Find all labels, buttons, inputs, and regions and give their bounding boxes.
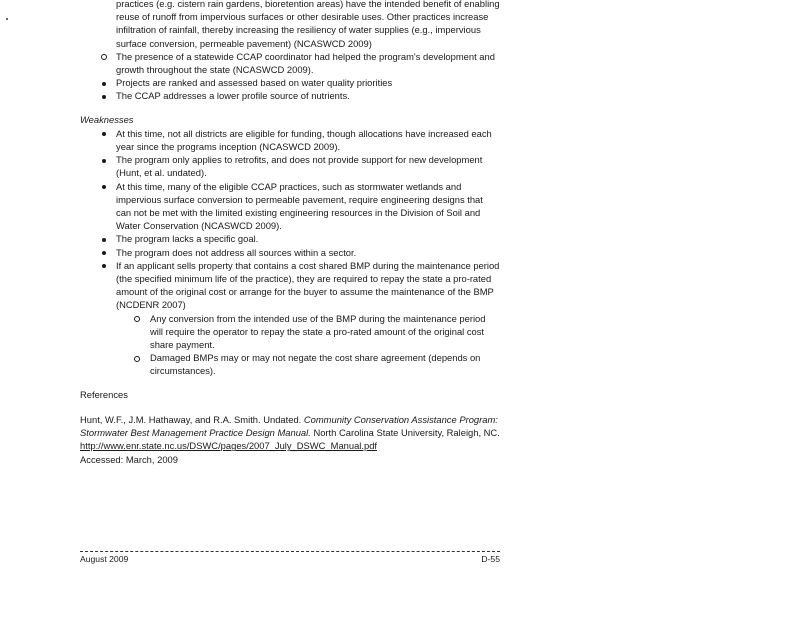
weakness-item	[80, 232, 500, 245]
weakness-item-text: If an applicant sells property that contains a cost shared BMP during the maintenance period (the specified minimum life of the practice), they are required to repay the state a pro-rated amount of the original cost or arrange for the buyer to assume the maintenance of the BMP (NCDENR 2007)	[116, 259, 500, 311]
reference-publisher: North Carolina State University, Raleigh, NC.	[313, 427, 500, 439]
list-item-text: Projects are ranked and assessed based on water quality priorities	[116, 77, 393, 89]
weakness-sub-item-text: Any conversion from the intended use of the BMP during the maintenance period will require the operator to repay the state a pro-rated amount of the original cost share payment.	[150, 312, 486, 351]
continued-item-text: practices (e.g. cistern rain gardens, bioretention areas) have the intended benefit of enabling reuse of runoff from impervious surfaces or other desirable uses. Other practices increase infiltration of rainfall, thereby increasing the resiliency of water supplies (e.g., impervious surface conversion, permeable pavement) (NCASWCD 2009)	[116, 0, 500, 49]
bullet-icon	[99, 180, 109, 193]
list-item-text: The presence of a statewide CCAP coordinator had helped the program's development and growth throughout the state (NCASWCD 2009).	[116, 50, 495, 76]
hollow-bullet-icon	[132, 312, 142, 325]
weakness-item-text: The program only applies to retrofits, and does not provide support for new development (Hunt, et al. undated).	[116, 154, 483, 179]
list-item	[80, 89, 500, 102]
weakness-item	[80, 153, 500, 179]
footer-divider	[80, 551, 500, 552]
hollow-bullet-icon	[132, 351, 142, 364]
list-item	[80, 50, 500, 76]
weakness-sub-item	[80, 312, 500, 352]
weakness-item	[80, 180, 500, 233]
continued-item	[80, 0, 500, 50]
weakness-item-text: At this time, many of the eligible CCAP practices, such as stormwater wetlands and impervious surface conversion to permeable pavement, require engineering designs that can not be met with the limited existing engineering resources in the Division of Soil and Water Conservation (NCASWCD 2009).	[116, 180, 483, 232]
bullet-icon	[99, 153, 109, 166]
reference-authors: Hunt, W.F., J.M. Hathaway, and R.A. Smith. Undated.	[80, 413, 302, 425]
bullet-icon	[99, 259, 109, 272]
list-item-text: The CCAP addresses a lower profile source of nutrients.	[116, 90, 350, 102]
reference-title: Community Conservation Assistance Program: Stormwater Best Management Practice Design Manual.	[80, 413, 498, 439]
footer-date: August 2009	[80, 554, 129, 564]
bullet-icon	[99, 246, 109, 259]
scan-artifact	[6, 18, 8, 20]
weakness-item-text: The program does not address all sources within a sector.	[116, 246, 357, 258]
document-page	[80, 0, 500, 466]
bullet-icon	[99, 127, 109, 140]
bullet-icon	[99, 76, 109, 89]
reference-entry	[80, 413, 500, 466]
weakness-item	[80, 259, 500, 312]
references-heading: References	[80, 388, 128, 400]
reference-link[interactable]: http://www.enr.state.nc.us/DSWC/pages/2007_July_DSWC_Manual.pdf	[80, 440, 378, 452]
bullet-icon	[99, 89, 109, 102]
list-item	[80, 76, 500, 89]
weaknesses-heading: Weaknesses	[80, 113, 134, 125]
weakness-item-text: The program lacks a specific goal.	[116, 233, 259, 245]
reference-accessed: Accessed: March, 2009	[80, 453, 178, 465]
footer-page-number: D-55	[481, 554, 500, 564]
bullet-icon	[99, 232, 109, 245]
weakness-item	[80, 127, 500, 153]
weakness-item-text: At this time, not all districts are eligible for funding, though allocations have increased each year since the programs inception (NCASWCD 2009).	[116, 127, 492, 153]
weakness-item	[80, 246, 500, 259]
weakness-sub-item	[80, 351, 500, 377]
hollow-bullet-icon	[99, 50, 109, 63]
weakness-sub-item-text: Damaged BMPs may or may not negate the cost share agreement (depends on circumstances).	[150, 352, 481, 377]
